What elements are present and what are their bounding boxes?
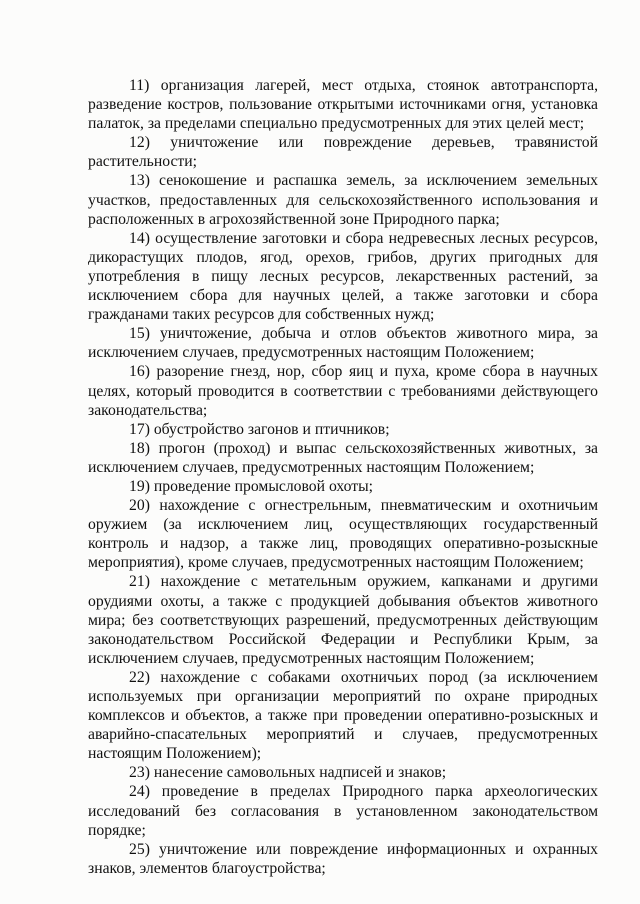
clause-25: 25) уничтожение или повреждение информационных и охранных знаков, элементов благоустройства; [88, 840, 598, 877]
clause-19: 19) проведение промысловой охоты; [129, 477, 374, 495]
clause-23: 23) нанесение самовольных надписей и знаков; [129, 764, 447, 782]
clause-24: 24) проведение в пределах Природного парка археологических исследований без согласования в установленном законодательством порядке; [88, 783, 598, 839]
document-body [88, 76, 598, 878]
clause-17: 17) обустройство загонов и птичников; [129, 420, 390, 438]
clause-11: 11) организация лагерей, мест отдыха, стоянок автотранспорта, разведение костров, пользование открытыми источниками огня, установка палаток, за пределами специально предусмотренных для этих целей мест; [88, 77, 598, 133]
clause-20: 20) нахождение с огнестрельным, пневматическим и охотничьим оружием (за исключением лиц, осуществляющих государственный контроль и надзор, а также лиц, проводящих оперативно-розыскные мероприятия), кроме случаев, предусмотренных настоящим Положением; [88, 497, 598, 572]
clause-16: 16) разорение гнезд, нор, сбор яиц и пуха, кроме сбора в научных целях, который проводится в соответствии с требованиями действующего законодательства; [88, 363, 598, 419]
clause-12: 12) уничтожение или повреждение деревьев, травянистой растительности; [88, 134, 598, 171]
clause-21: 21) нахождение с метательным оружием, капканами и другими орудиями охоты, а также с продукцией добывания объектов животного мира; без соответствующих разрешений, предусмотренных действующим законодательством Российской Федерации и Республики Крым, за исключением случаев, предусмотренных настоящим Положением; [88, 573, 598, 667]
clause-22: 22) нахождение с собаками охотничьих пород (за исключением используемых при организации мероприятий по охране природных комплексов и объектов, а также при проведении оперативно-розыскных и аварийно-спасательных мероприятий и случаев, предусмотренных настоящим Положением); [88, 668, 598, 763]
clause-18: 18) прогон (проход) и выпас сельскохозяйственных животных, за исключением случаев, предусмотренных настоящим Положением; [88, 439, 598, 476]
clause-14: 14) осуществление заготовки и сбора недревесных лесных ресурсов, дикорастущих плодов, ягод, орехов, грибов, других пригодных для употребления в пищу лесных ресурсов, лекарственных растений, за исключением сбора для научных целей, а также заготовки и сбора гражданами таких ресурсов для собственных нужд; [88, 229, 598, 324]
clause-15: 15) уничтожение, добыча и отлов объектов животного мира, за исключением случаев, предусмотренных настоящим Положением; [88, 325, 598, 362]
clause-13: 13) сенокошение и распашка земель, за исключением земельных участков, предоставленных для сельскохозяйственного использования и расположенных в агрохозяйственной зоне Природного парка; [88, 172, 598, 228]
